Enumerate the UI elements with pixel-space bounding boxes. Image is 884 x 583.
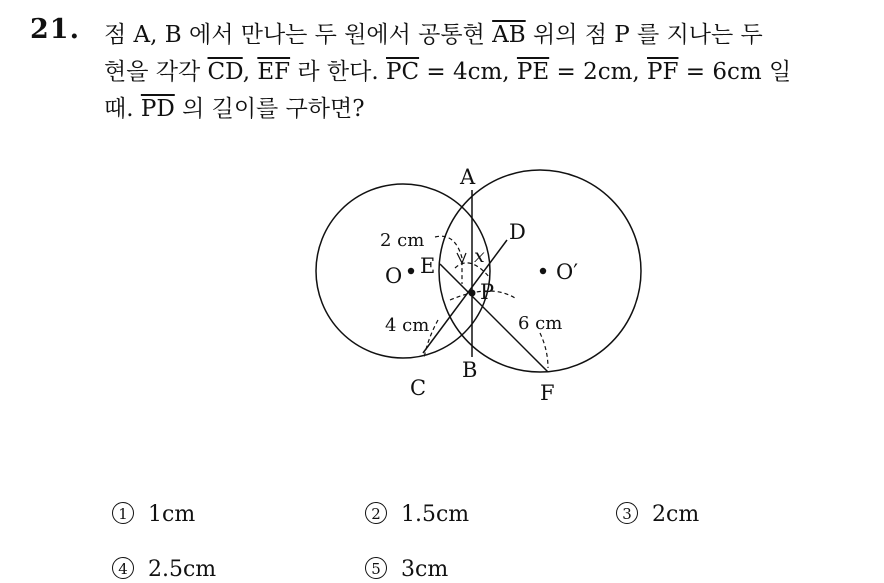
choice-text: 1cm — [148, 502, 196, 527]
question-text-segment: 점 A, B 에서 만나는 두 원에서 공통현 — [104, 22, 493, 48]
label-d: D — [509, 220, 526, 244]
segment-pe: $\overline{PE}$ — [516, 59, 550, 85]
choice-number-mark: 4 — [112, 557, 134, 579]
question-text-segment: , — [242, 59, 258, 85]
point-o-prime-dot — [540, 268, 546, 274]
question-number: 21. — [30, 14, 80, 45]
choice-text: 1.5cm — [401, 502, 470, 527]
choice-3[interactable] — [616, 502, 699, 528]
question-line-2 — [104, 54, 864, 91]
label-pc-length: 4 cm — [385, 315, 430, 336]
label-b: B — [462, 358, 478, 382]
question-text-segment: = 2cm, — [549, 59, 648, 85]
choice-number-mark: 2 — [365, 502, 387, 524]
segment-ab: $\overline{AB}$ — [492, 22, 526, 48]
question-text — [104, 17, 864, 128]
question-text-segment: = 4cm, — [419, 59, 517, 85]
choice-number-mark: 1 — [112, 502, 134, 524]
question-text-segment: 현을 각각 — [104, 59, 208, 85]
question-text-segment: 때. — [104, 96, 141, 122]
label-o-prime: O′ — [556, 260, 578, 284]
segment-pc: $\overline{PC}$ — [386, 59, 420, 85]
label-pe-length: 2 cm — [380, 230, 425, 251]
label-x: x — [474, 245, 485, 267]
choice-5[interactable] — [365, 557, 448, 583]
question-text-segment: 위의 점 P 를 지나는 두 — [525, 22, 763, 48]
choice-2[interactable] — [365, 502, 469, 528]
choice-text: 2cm — [652, 502, 700, 527]
segment-pf: $\overline{PF}$ — [647, 59, 679, 85]
choice-1[interactable] — [112, 502, 195, 528]
arc-pf — [540, 333, 548, 368]
label-c: C — [410, 376, 427, 400]
label-e: E — [420, 254, 436, 278]
question-text-segment: = 6cm 일 — [678, 59, 792, 85]
choice-number-mark: 5 — [365, 557, 387, 579]
question-line-1 — [104, 17, 864, 54]
segment-ef: $\overline{EF}$ — [257, 59, 291, 85]
question-text-segment: 의 길이를 구하면? — [174, 96, 365, 122]
choice-text: 3cm — [401, 557, 449, 582]
geometry-figure — [300, 160, 660, 410]
label-f: F — [540, 381, 555, 405]
segment-cd: $\overline{CD}$ — [207, 59, 243, 85]
question-text-segment: 라 한다. — [290, 59, 386, 85]
point-o-dot — [408, 268, 414, 274]
label-a: A — [460, 165, 476, 189]
choice-text: 2.5cm — [148, 557, 217, 582]
label-o: O — [385, 264, 403, 288]
segment-pd: $\overline{PD}$ — [140, 96, 175, 122]
question-line-3 — [104, 91, 864, 128]
choice-number-mark: 3 — [616, 502, 638, 524]
label-pf-length: 6 cm — [518, 313, 563, 334]
choice-4[interactable] — [112, 557, 216, 583]
point-p-dot — [469, 290, 476, 297]
label-p: P — [480, 280, 495, 304]
